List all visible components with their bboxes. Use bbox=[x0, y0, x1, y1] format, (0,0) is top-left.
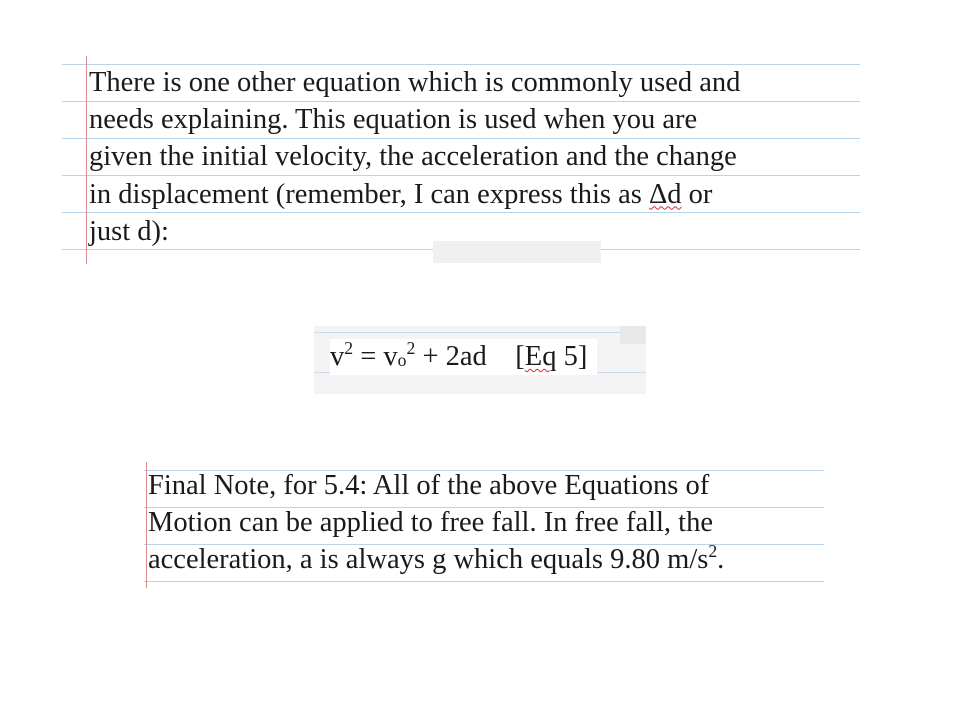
eq-v0-subscript: o bbox=[397, 349, 407, 370]
paragraph-text bbox=[89, 64, 859, 250]
unit-exponent: 2 bbox=[708, 541, 718, 562]
paragraph-text bbox=[148, 467, 818, 579]
text-line: given the initial velocity, the acceleration and the change bbox=[89, 141, 737, 173]
margin-line bbox=[146, 462, 147, 588]
equation-text bbox=[330, 339, 597, 375]
text-line: Final Note, for 5.4: All of the above Equations of bbox=[148, 470, 710, 501]
eq-lhs-exponent: 2 bbox=[344, 338, 354, 359]
equation-box bbox=[314, 326, 646, 394]
text-line: needs explaining. This equation is used when you are bbox=[89, 104, 698, 136]
text-line: acceleration, a is always g which equals 9.80 m/s bbox=[148, 544, 709, 576]
spellcheck-flag: Eq bbox=[524, 341, 557, 372]
eq-label: 5] bbox=[556, 341, 588, 372]
notes-paragraph-2 bbox=[144, 462, 824, 588]
text-line: in displacement (remember, I can express this as bbox=[89, 178, 649, 210]
text-line: . bbox=[717, 544, 725, 576]
text-line: Motion can be applied to free fall. In free fall, the bbox=[148, 507, 714, 539]
eq-v0: v bbox=[383, 341, 398, 372]
spellcheck-flag: Δd bbox=[648, 178, 682, 210]
eq-v0-exponent: 2 bbox=[406, 338, 416, 359]
text-line: just d): bbox=[89, 215, 169, 247]
margin-line bbox=[86, 56, 87, 264]
text-line: or bbox=[681, 178, 713, 210]
corner-patch bbox=[620, 326, 646, 344]
eq-lhs: v bbox=[330, 341, 345, 372]
eq-rest: + 2ad [ bbox=[415, 341, 525, 372]
notes-paragraph-1 bbox=[62, 56, 860, 264]
eq-equals: = bbox=[353, 341, 384, 372]
text-line: There is one other equation which is commonly used and bbox=[89, 67, 741, 98]
